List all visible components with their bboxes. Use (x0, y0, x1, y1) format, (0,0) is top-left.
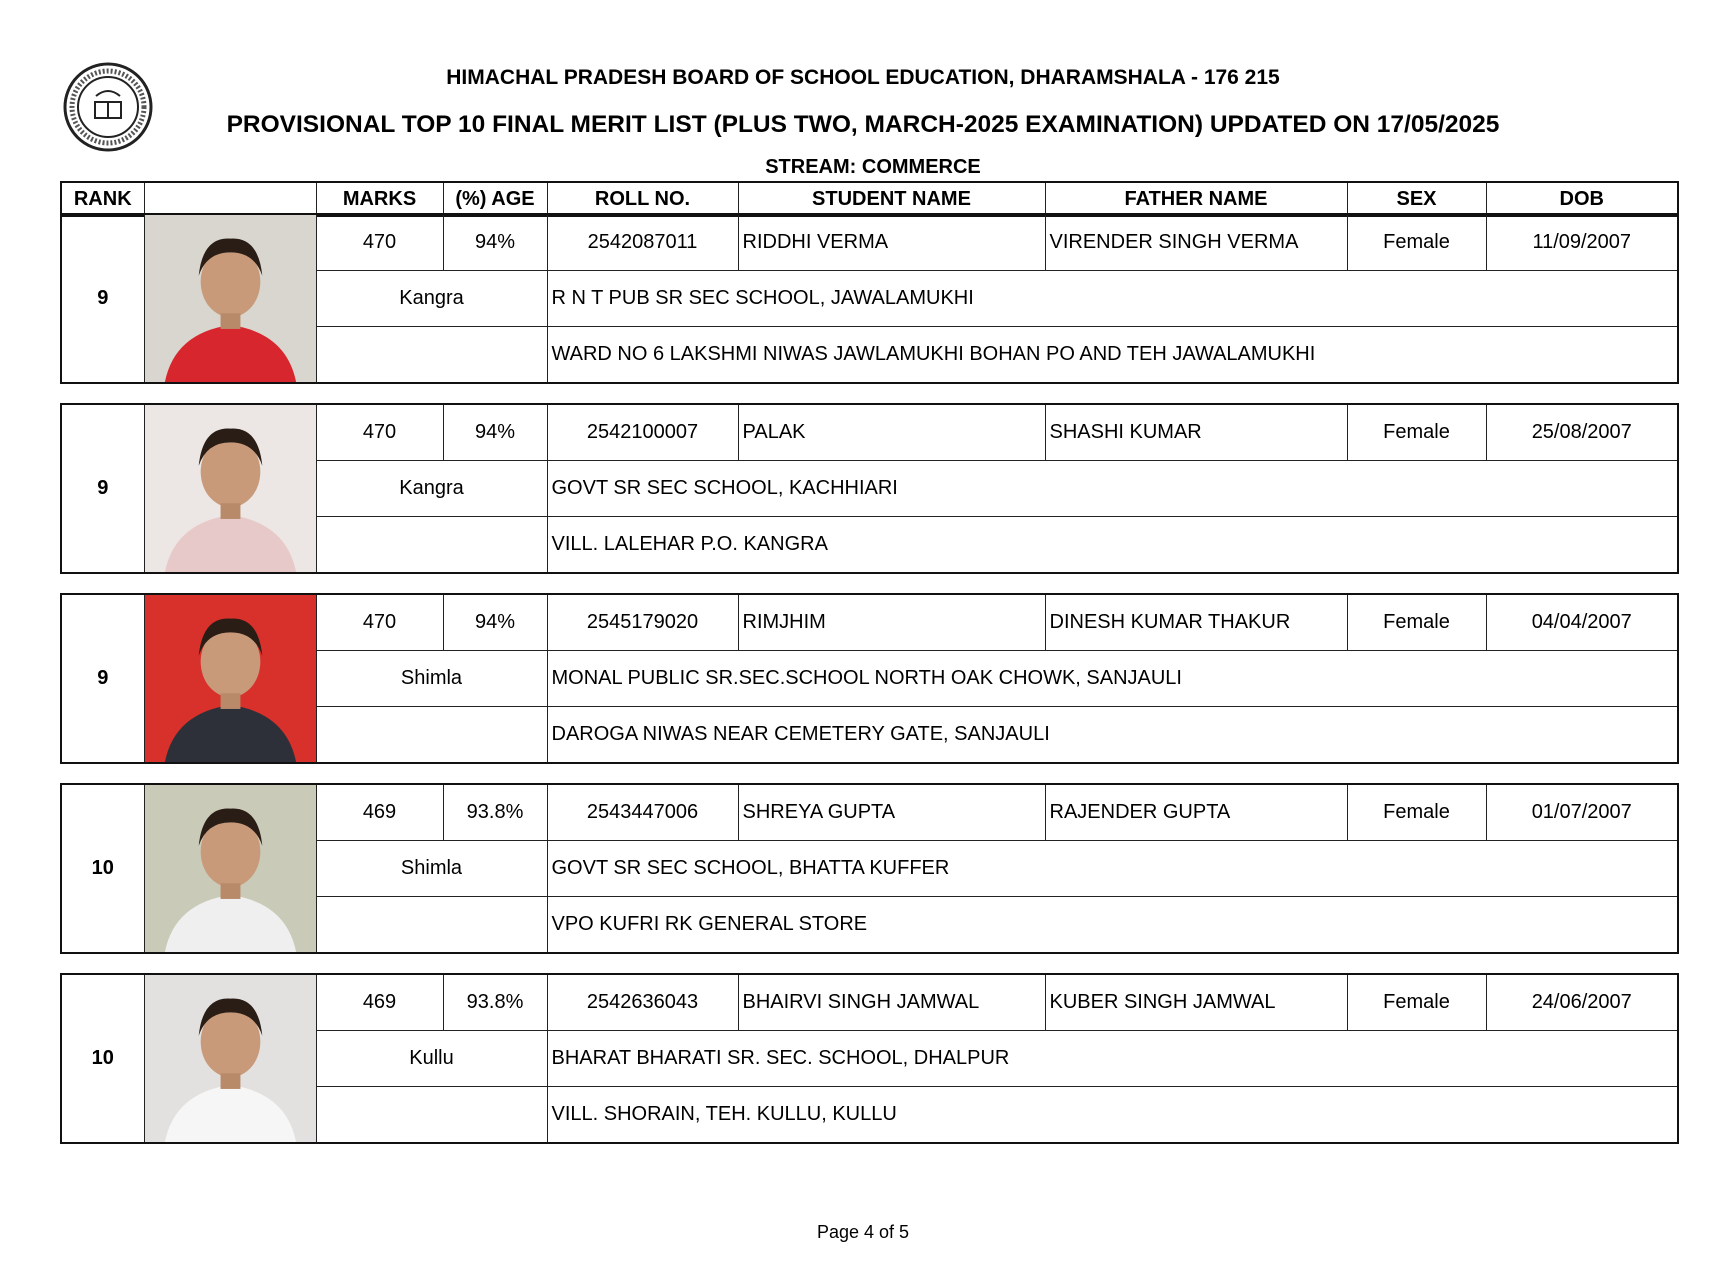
col-roll-no: ROLL NO. (547, 182, 738, 216)
col-dob: DOB (1486, 182, 1678, 216)
district-cell: Kangra (316, 461, 547, 517)
dob-cell: 01/07/2007 (1486, 784, 1678, 841)
address-cell: VPO KUFRI RK GENERAL STORE (547, 897, 1678, 954)
empty-cell (316, 327, 547, 384)
dob-cell: 25/08/2007 (1486, 404, 1678, 461)
student-name-cell: BHAIRVI SINGH JAMWAL (738, 974, 1045, 1031)
rank-cell: 9 (61, 214, 144, 383)
student-photo-image (145, 785, 316, 952)
dob-cell: 24/06/2007 (1486, 974, 1678, 1031)
empty-cell (316, 897, 547, 954)
student-photo (144, 404, 316, 573)
roll-no-cell: 2545179020 (547, 594, 738, 651)
sex-cell: Female (1347, 784, 1486, 841)
col-father-name: FATHER NAME (1045, 182, 1347, 216)
marks-cell: 470 (316, 594, 443, 651)
student-photo-image (145, 215, 316, 382)
roll-no-cell: 2543447006 (547, 784, 738, 841)
student-photo (144, 594, 316, 763)
column-header-table (60, 181, 1679, 217)
col-marks: MARKS (316, 182, 443, 216)
father-name-cell: VIRENDER SINGH VERMA (1045, 214, 1347, 271)
student-name-cell: RIMJHIM (738, 594, 1045, 651)
marks-cell: 469 (316, 784, 443, 841)
school-cell: GOVT SR SEC SCHOOL, KACHHIARI (547, 461, 1678, 517)
merit-record (60, 783, 1679, 954)
rank-cell: 10 (61, 974, 144, 1143)
rank-cell: 9 (61, 404, 144, 573)
student-name-cell: SHREYA GUPTA (738, 784, 1045, 841)
address-cell: VILL. LALEHAR P.O. KANGRA (547, 517, 1678, 574)
sex-cell: Female (1347, 214, 1486, 271)
sex-cell: Female (1347, 404, 1486, 461)
document-title: PROVISIONAL TOP 10 FINAL MERIT LIST (PLUS TWO, MARCH-2025 EXAMINATION) UPDATED ON 17/05/2025 (226, 111, 1500, 138)
father-name-cell: SHASHI KUMAR (1045, 404, 1347, 461)
percentage-cell: 94% (443, 404, 547, 461)
student-name-cell: PALAK (738, 404, 1045, 461)
col-student-name: STUDENT NAME (738, 182, 1045, 216)
school-cell: R N T PUB SR SEC SCHOOL, JAWALAMUKHI (547, 271, 1678, 327)
roll-no-cell: 2542636043 (547, 974, 738, 1031)
student-photo-image (145, 595, 316, 762)
address-cell: WARD NO 6 LAKSHMI NIWAS JAWLAMUKHI BOHAN PO AND TEH JAWALAMUKHI (547, 327, 1678, 384)
marks-cell: 470 (316, 404, 443, 461)
school-cell: GOVT SR SEC SCHOOL, BHATTA KUFFER (547, 841, 1678, 897)
father-name-cell: RAJENDER GUPTA (1045, 784, 1347, 841)
student-photo (144, 974, 316, 1143)
student-photo-image (145, 975, 316, 1142)
empty-cell (316, 517, 547, 574)
student-photo (144, 784, 316, 953)
address-cell: DAROGA NIWAS NEAR CEMETERY GATE, SANJAULI (547, 707, 1678, 764)
percentage-cell: 93.8% (443, 784, 547, 841)
page-number: Page 4 of 5 (816, 1222, 910, 1242)
col-photo (144, 182, 316, 216)
merit-record (60, 593, 1679, 764)
father-name-cell: KUBER SINGH JAMWAL (1045, 974, 1347, 1031)
percentage-cell: 94% (443, 214, 547, 271)
merit-record (60, 403, 1679, 574)
address-cell: VILL. SHORAIN, TEH. KULLU, KULLU (547, 1087, 1678, 1144)
district-cell: Kullu (316, 1031, 547, 1087)
roll-no-cell: 2542087011 (547, 214, 738, 271)
sex-cell: Female (1347, 594, 1486, 651)
district-cell: Shimla (316, 651, 547, 707)
district-cell: Shimla (316, 841, 547, 897)
percentage-cell: 94% (443, 594, 547, 651)
father-name-cell: DINESH KUMAR THAKUR (1045, 594, 1347, 651)
col-percentage: (%) AGE (443, 182, 547, 216)
col-sex: SEX (1347, 182, 1486, 216)
dob-cell: 04/04/2007 (1486, 594, 1678, 651)
percentage-cell: 93.8% (443, 974, 547, 1031)
marks-cell: 469 (316, 974, 443, 1031)
school-cell: BHARAT BHARATI SR. SEC. SCHOOL, DHALPUR (547, 1031, 1678, 1087)
board-name: HIMACHAL PRADESH BOARD OF SCHOOL EDUCATION, DHARAMSHALA - 176 215 (446, 66, 1280, 89)
empty-cell (316, 1087, 547, 1144)
student-name-cell: RIDDHI VERMA (738, 214, 1045, 271)
empty-cell (316, 707, 547, 764)
merit-record (60, 213, 1679, 384)
student-photo (144, 214, 316, 383)
sex-cell: Female (1347, 974, 1486, 1031)
rank-cell: 9 (61, 594, 144, 763)
merit-record (60, 973, 1679, 1144)
school-cell: MONAL PUBLIC SR.SEC.SCHOOL NORTH OAK CHOWK, SANJAULI (547, 651, 1678, 707)
student-photo-image (145, 405, 316, 572)
roll-no-cell: 2542100007 (547, 404, 738, 461)
dob-cell: 11/09/2007 (1486, 214, 1678, 271)
marks-cell: 470 (316, 214, 443, 271)
rank-cell: 10 (61, 784, 144, 953)
col-rank: RANK (61, 182, 144, 216)
district-cell: Kangra (316, 271, 547, 327)
stream-label: STREAM: COMMERCE (765, 156, 981, 178)
